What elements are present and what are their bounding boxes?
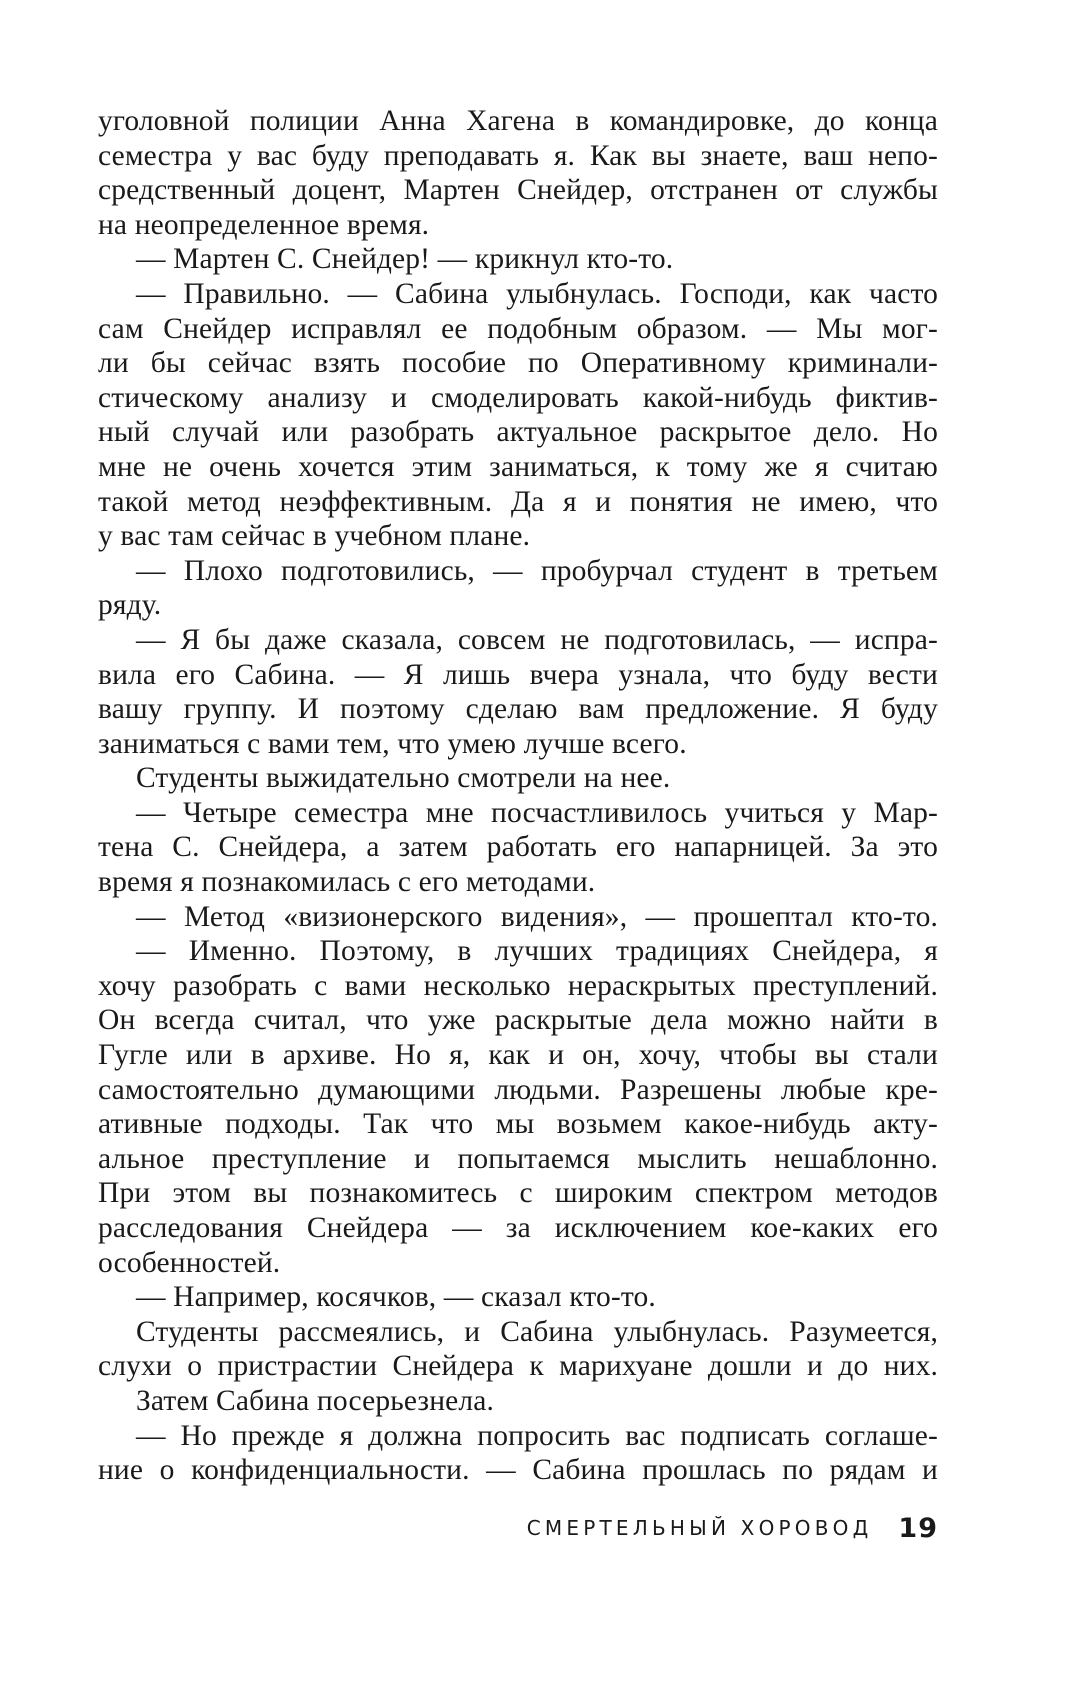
text-line: ние о конфиденциальности. — Сабина прошлась по рядам и bbox=[98, 1454, 938, 1487]
text-line: Затем Сабина посерьезнела. bbox=[136, 1384, 495, 1417]
text-line: — Метод «визионерского видения», — прошептал кто-то. bbox=[136, 900, 938, 933]
text-line: Студенты выжидательно смотрели на нее. bbox=[136, 762, 671, 795]
text-line: сам Снейдер исправлял ее подобным образом. — Мы мог- bbox=[98, 312, 938, 345]
running-title: СМЕРТЕЛЬНЫЙ ХОРОВОД bbox=[526, 1516, 873, 1540]
page-number: 19 bbox=[898, 1512, 938, 1544]
text-line: ли бы сейчас взять пособие по Оперативному криминали- bbox=[98, 347, 938, 380]
text-line: у вас там сейчас в учебном плане. bbox=[98, 520, 531, 553]
text-line: семестра у вас буду преподавать я. Как вы знаете, ваш непо- bbox=[98, 139, 938, 172]
text-line: хочу разобрать с вами несколько нераскрытых преступлений. bbox=[98, 969, 938, 1002]
text-line: вила его Сабина. — Я лишь вчера узнала, что буду вести bbox=[98, 658, 938, 691]
text-line: стическому анализу и смоделировать какой-нибудь фиктив- bbox=[98, 381, 938, 414]
text-line: Студенты рассмеялись, и Сабина улыбнулась. Разумеется, bbox=[136, 1315, 938, 1348]
text-line: — Мартен С. Снейдер! — крикнул кто-то. bbox=[136, 243, 674, 276]
text-line: — Но прежде я должна попросить вас подписать соглаше- bbox=[136, 1419, 938, 1452]
text-line: расследования Снейдера — за исключением кое-каких его bbox=[98, 1212, 938, 1244]
text-line: время я познакомилась с его методами. bbox=[98, 866, 596, 899]
text-line: уголовной полиции Анна Хагена в командировке, до конца bbox=[98, 105, 938, 137]
page-footer bbox=[490, 1508, 938, 1548]
text-line: — Я бы даже сказала, совсем не подготовилась, — испра- bbox=[136, 623, 938, 656]
text-line: Он всегда считал, что уже раскрытые дела можно найти в bbox=[98, 1004, 938, 1037]
text-line: самостоятельно думающими людьми. Разрешены любые кре- bbox=[98, 1073, 938, 1106]
text-line: вашу группу. И поэтому сделаю вам предложение. Я буду bbox=[98, 693, 938, 726]
text-line: особенностей. bbox=[98, 1246, 281, 1279]
text-line: тена С. Снейдера, а затем работать его напарницей. За это bbox=[98, 831, 938, 864]
text-line: ряду. bbox=[98, 589, 162, 622]
text-line: средственный доцент, Мартен Снейдер, отстранен от службы bbox=[98, 174, 938, 207]
text-line: мне не очень хочется этим заниматься, к тому же я считаю bbox=[98, 450, 938, 483]
text-line: альное преступление и попытаемся мыслить нешаблонно. bbox=[98, 1142, 938, 1175]
text-line: слухи о пристрастии Снейдера к марихуане дошли и до них. bbox=[98, 1350, 938, 1383]
text-line: ный случай или разобрать актуальное раскрытое дело. Но bbox=[98, 416, 938, 449]
text-line: Гугле или в архиве. Но я, как и он, хочу, чтобы вы стали bbox=[98, 1039, 938, 1072]
text-line: — Например, косячков, — сказал кто-то. bbox=[136, 1281, 656, 1314]
text-line: заниматься с вами тем, что умею лучше всего. bbox=[98, 727, 687, 760]
body-text bbox=[98, 104, 938, 1488]
text-line: При этом вы познакомитесь с широким спектром методов bbox=[98, 1177, 938, 1210]
text-line: такой метод неэффективным. Да я и понятия не имею, что bbox=[98, 485, 938, 518]
text-line: — Именно. Поэтому, в лучших традициях Снейдера, я bbox=[136, 935, 938, 968]
text-line: — Четыре семестра мне посчастливилось учиться у Мар- bbox=[136, 796, 938, 829]
text-line: — Правильно. — Сабина улыбнулась. Господи, как часто bbox=[136, 277, 938, 310]
text-line: — Плохо подготовились, — пробурчал студент в третьем bbox=[136, 554, 938, 587]
text-line: ативные подходы. Так что мы возьмем какое-нибудь акту- bbox=[98, 1108, 938, 1141]
text-line: на неопределенное время. bbox=[98, 208, 430, 241]
